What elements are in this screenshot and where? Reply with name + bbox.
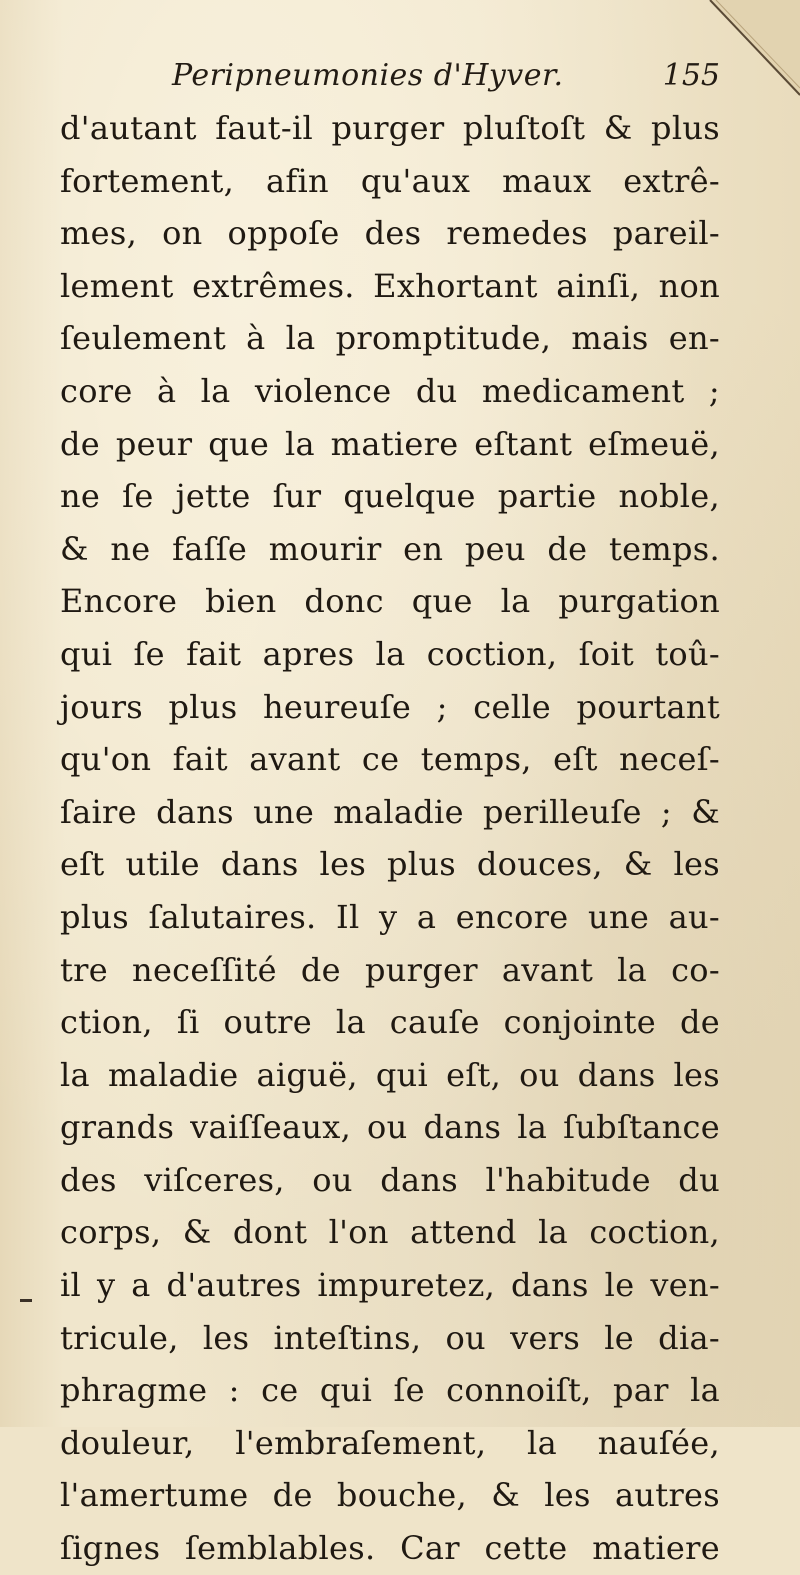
body-text bbox=[60, 102, 720, 1575]
text-line: l'amertume de bouche, & les autres bbox=[60, 1476, 720, 1515]
text-line: jours plus heureuſe ; celle pourtant bbox=[60, 687, 720, 726]
text-line: tre neceſſité de purger avant la co- bbox=[60, 950, 720, 989]
text-line: ſaire dans une maladie perilleuſe ; & bbox=[60, 792, 720, 831]
text-line: ſeulement à la promptitude, mais en- bbox=[60, 319, 720, 358]
text-line: qui ſe fait apres la coction, ſoit toû- bbox=[60, 634, 720, 673]
text-line: fortement, afin qu'aux maux extrê- bbox=[60, 161, 720, 200]
text-line: ne ſe jette ſur quelque partie noble, bbox=[60, 477, 720, 516]
text-line: plus ſalutaires. Il y a encore une au- bbox=[60, 897, 720, 936]
running-title: Peripneumonies d'Hyver. bbox=[172, 58, 564, 93]
page-header bbox=[60, 48, 720, 102]
text-line: lement extrêmes. Exhortant ainſi, non bbox=[60, 266, 720, 305]
text-line: qu'on fait avant ce temps, eſt neceſ- bbox=[60, 740, 720, 779]
text-line: grands vaiſſeaux, ou dans la ſubſtance bbox=[60, 1108, 720, 1147]
text-line: de peur que la matiere eſtant eſmeuë, bbox=[60, 424, 720, 463]
text-line: corps, & dont l'on attend la coction, bbox=[60, 1213, 720, 1252]
text-line: la maladie aiguë, qui eſt, ou dans les bbox=[60, 1055, 720, 1094]
page-number: 155 bbox=[662, 58, 720, 93]
text-line: tricule, les inteſtins, ou vers le dia- bbox=[60, 1318, 720, 1357]
text-line: il y a d'autres impuretez, dans le ven- bbox=[60, 1266, 720, 1305]
text-line: & ne faſſe mourir en peu de temps. bbox=[60, 529, 720, 568]
text-line: des viſceres, ou dans l'habitude du bbox=[60, 1160, 720, 1199]
margin-mark bbox=[20, 1299, 32, 1302]
text-line: eſt utile dans les plus douces, & les bbox=[60, 845, 720, 884]
text-line: douleur, l'embraſement, la nauſée, bbox=[60, 1423, 720, 1462]
text-line: ction, ſi outre la cauſe conjointe de bbox=[60, 1003, 720, 1042]
text-line: core à la violence du medicament ; bbox=[60, 371, 720, 410]
text-line: d'autant faut-il purger pluſtoſt & plus bbox=[60, 109, 720, 147]
text-line: phragme : ce qui ſe connoiſt, par la bbox=[60, 1371, 720, 1410]
text-line: mes, on oppoſe des remedes pareil- bbox=[60, 214, 720, 253]
text-line: Encore bien donc que la purgation bbox=[60, 582, 720, 621]
text-line: ſignes ſemblables. Car cette matiere bbox=[60, 1529, 720, 1568]
